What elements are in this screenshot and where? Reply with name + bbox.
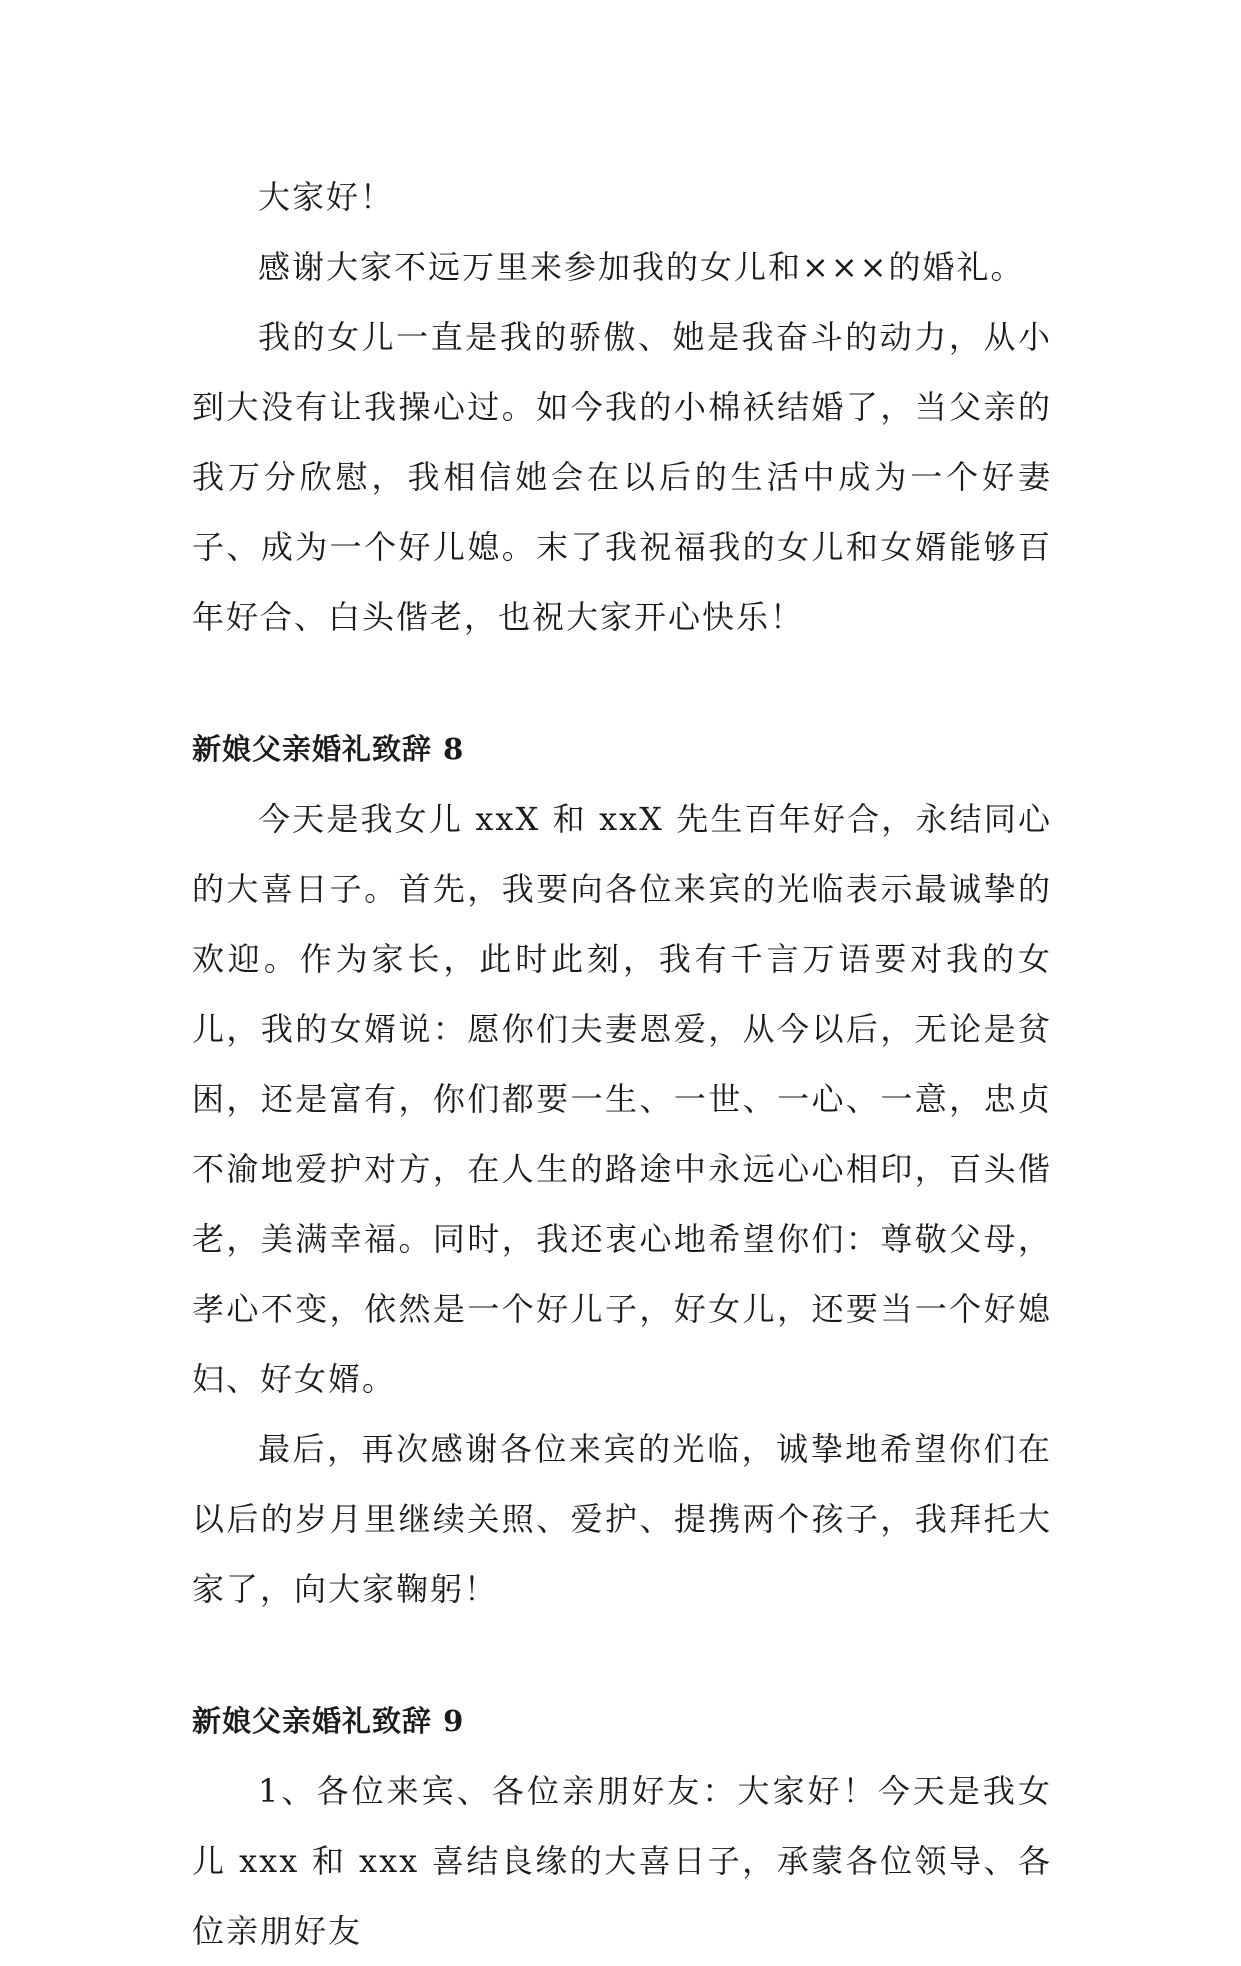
document-page: [192, 162, 1052, 1966]
section-gap: [192, 1624, 1052, 1686]
speech-paragraph: 我的女儿一直是我的骄傲、她是我奋斗的动力，从小到大没有让我操心过。如今我的小棉袄结婚了，当父亲的我万分欣慰，我相信她会在以后的生活中成为一个好妻子、成为一个好儿媳。末了我祝福我的女儿和女婿能够百年好合、白头偕老，也祝大家开心快乐！: [192, 318, 1052, 636]
section-9-title: 新娘父亲婚礼致辞 9: [192, 1704, 465, 1738]
section-8-title: 新娘父亲婚礼致辞 8: [192, 732, 465, 766]
section-9-paragraph-1: 1、各位来宾、各位亲朋好友：大家好！今天是我女儿 xxx 和 xxx 喜结良缘的大喜日子，承蒙各位领导、各位亲朋好友: [192, 1772, 1052, 1950]
greeting-paragraph: 大家好！: [258, 178, 395, 216]
section-gap: [192, 652, 1052, 714]
section-8-paragraph-1: 今天是我女儿 xxX 和 xxX 先生百年好合，永结同心的大喜日子。首先，我要向各位来宾的光临表示最诚挚的欢迎。作为家长，此时此刻，我有千言万语要对我的女儿，我的女婿说：愿你们夫妻恩爱，从今以后，无论是贫困，还是富有，你们都要一生、一世、一心、一意，忠贞不渝地爱护对方，在人生的路途中永远心心相印，百头偕老，美满幸福。同时，我还衷心地希望你们：尊敬父母，孝心不变，依然是一个好儿子，好女儿，还要当一个好媳妇、好女婿。: [192, 800, 1052, 1398]
thanks-paragraph: 感谢大家不远万里来参加我的女儿和×××的婚礼。: [258, 248, 1025, 286]
section-8-paragraph-2: 最后，再次感谢各位来宾的光临，诚挚地希望你们在以后的岁月里继续关照、爱护、提携两个孩子，我拜托大家了，向大家鞠躬！: [192, 1430, 1052, 1608]
